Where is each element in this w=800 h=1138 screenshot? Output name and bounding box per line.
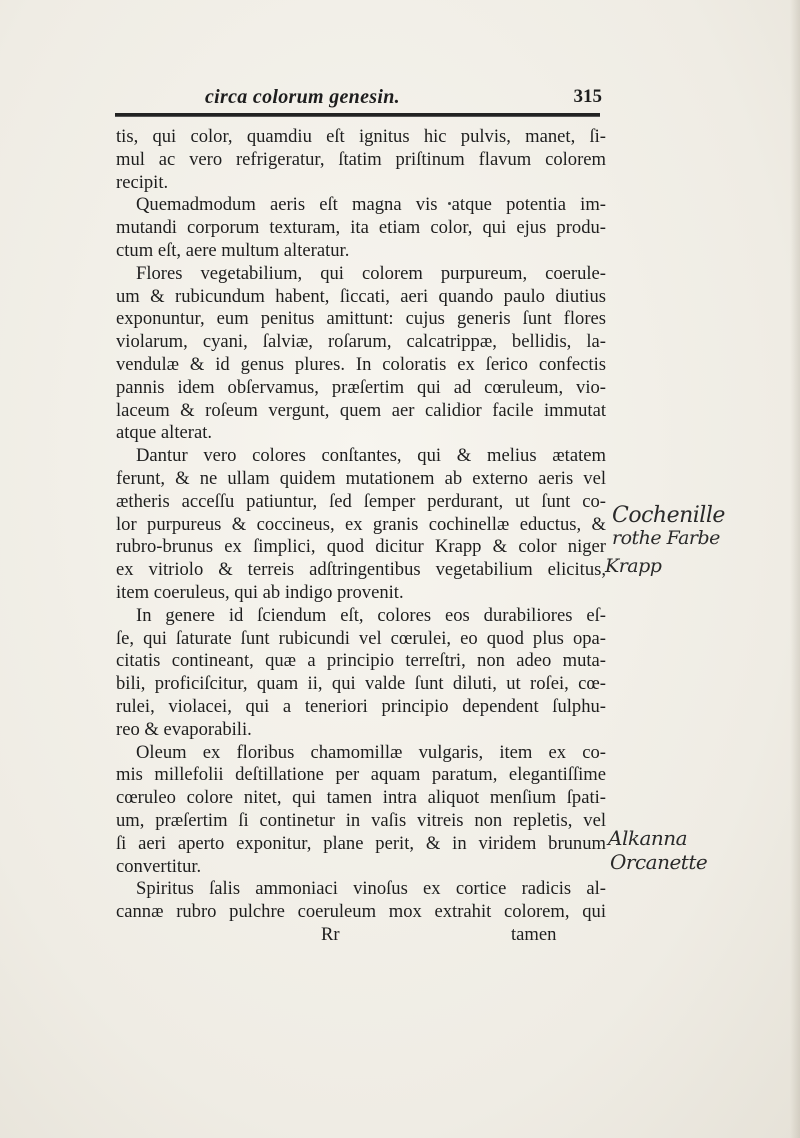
marginal-note: Orcanette: [610, 850, 708, 874]
text-line: cannæ rubro pulchre coeruleum mox extrahit colorem, qui: [116, 901, 606, 923]
header-rule: [115, 113, 600, 117]
text-line: violarum, cyani, ſalviæ, roſarum, calcatrippæ, bellidis, la-: [116, 331, 606, 353]
text-line: ætheris acceſſu patiuntur, ſed ſemper perdurant, ut ſunt co-: [116, 490, 606, 512]
text-line: ctum eſt, aere multum alteratur.: [116, 239, 350, 261]
page-edge-shadow: [790, 0, 800, 1138]
marginal-note: Alkanna: [608, 826, 688, 850]
catchword: tamen: [511, 923, 557, 945]
text-line: bili, proficiſcitur, quam ii, qui valde ſunt diluti, ut roſei, cœ-: [116, 673, 606, 695]
text-line: pannis idem obſervamus, præſertim qui ad cœruleum, vio-: [116, 376, 606, 398]
text-line: mul ac vero refrigeratur, ſtatim priſtinum flavum colorem: [116, 148, 606, 170]
text-line: item coeruleus, qui ab indigo provenit.: [116, 581, 404, 603]
marginal-note: Krapp: [605, 555, 662, 577]
text-line: citatis contineant, quæ a principio terreſtri, non adeo muta-: [116, 650, 606, 672]
text-line: Flores vegetabilium, qui colorem purpureum, coerule-: [136, 262, 606, 284]
text-line: exponuntur, eum penitus amittunt: cujus generis ſunt flores: [116, 308, 606, 330]
text-line: ſi aeri aperto exponitur, plane perit, & in viridem brunum: [116, 832, 606, 854]
text-line: rulei, violacei, qui a teneriori principio dependent ſulphu-: [116, 695, 606, 717]
text-line: convertitur.: [116, 855, 202, 877]
running-title: circa colorum genesin.: [205, 86, 400, 108]
text-line: Oleum ex floribus chamomillæ vulgaris, item ex co-: [136, 741, 606, 763]
text-line: um & rubicundum habent, ſiccati, aeri quando paulo diutius: [116, 285, 606, 307]
text-line: Dantur vero colores conſtantes, qui & melius ætatem: [136, 445, 606, 467]
text-line: Spiritus ſalis ammoniaci vinoſus ex cortice radicis al-: [136, 878, 606, 900]
signature-mark: Rr: [321, 923, 340, 945]
text-line: ferunt, & ne ullam quidem mutationem ab externo aeris vel: [116, 467, 606, 489]
text-line: ſe, qui ſaturate ſunt rubicundi vel cœrulei, eo quod plus opa-: [116, 627, 606, 649]
signature-line: [116, 924, 606, 947]
page-header: [115, 86, 600, 116]
marginal-note: rothe Farbe: [612, 527, 720, 549]
text-line: mis millefolii deſtillatione per aquam paratum, elegantiſſime: [116, 764, 606, 786]
text-line: Quemadmodum aeris eſt magna vis atque potentia im-: [136, 194, 606, 216]
text-line: rubro-brunus ex ſimplici, quod dicitur Krapp & color niger: [116, 536, 606, 558]
text-line: vendulæ & id genus plures. In coloratis ex ſerico confectis: [116, 353, 606, 375]
text-line: atque alterat.: [116, 422, 213, 444]
marginal-note: Cochenille: [612, 503, 725, 528]
text-line: reo & evaporabili.: [116, 718, 252, 740]
text-line: lor purpureus & coccineus, ex granis cochinellæ eductus, &: [116, 513, 606, 535]
text-line: laceum & roſeum vergunt, quem aer calidior facile immutat: [116, 399, 606, 421]
page-number: 315: [573, 86, 602, 107]
text-line: cœruleo colore nitet, qui tamen intra aliquot menſium ſpati-: [116, 787, 606, 809]
body-text: [116, 126, 606, 947]
text-line: tis, qui color, quamdiu eſt ignitus hic pulvis, manet, ſi-: [116, 126, 606, 147]
text-line: In genere id ſciendum eſt, colores eos durabiliores eſ-: [136, 604, 606, 626]
text-line: um, præſertim ſi continetur in vaſis vitreis non repletis, vel: [116, 809, 606, 831]
text-line: ex vitriolo & terreis adſtringentibus vegetabilium elicitus,: [116, 559, 606, 581]
text-line: recipit.: [116, 171, 169, 193]
text-line: mutandi corporum texturam, ita etiam color, qui ejus produ-: [116, 217, 606, 239]
